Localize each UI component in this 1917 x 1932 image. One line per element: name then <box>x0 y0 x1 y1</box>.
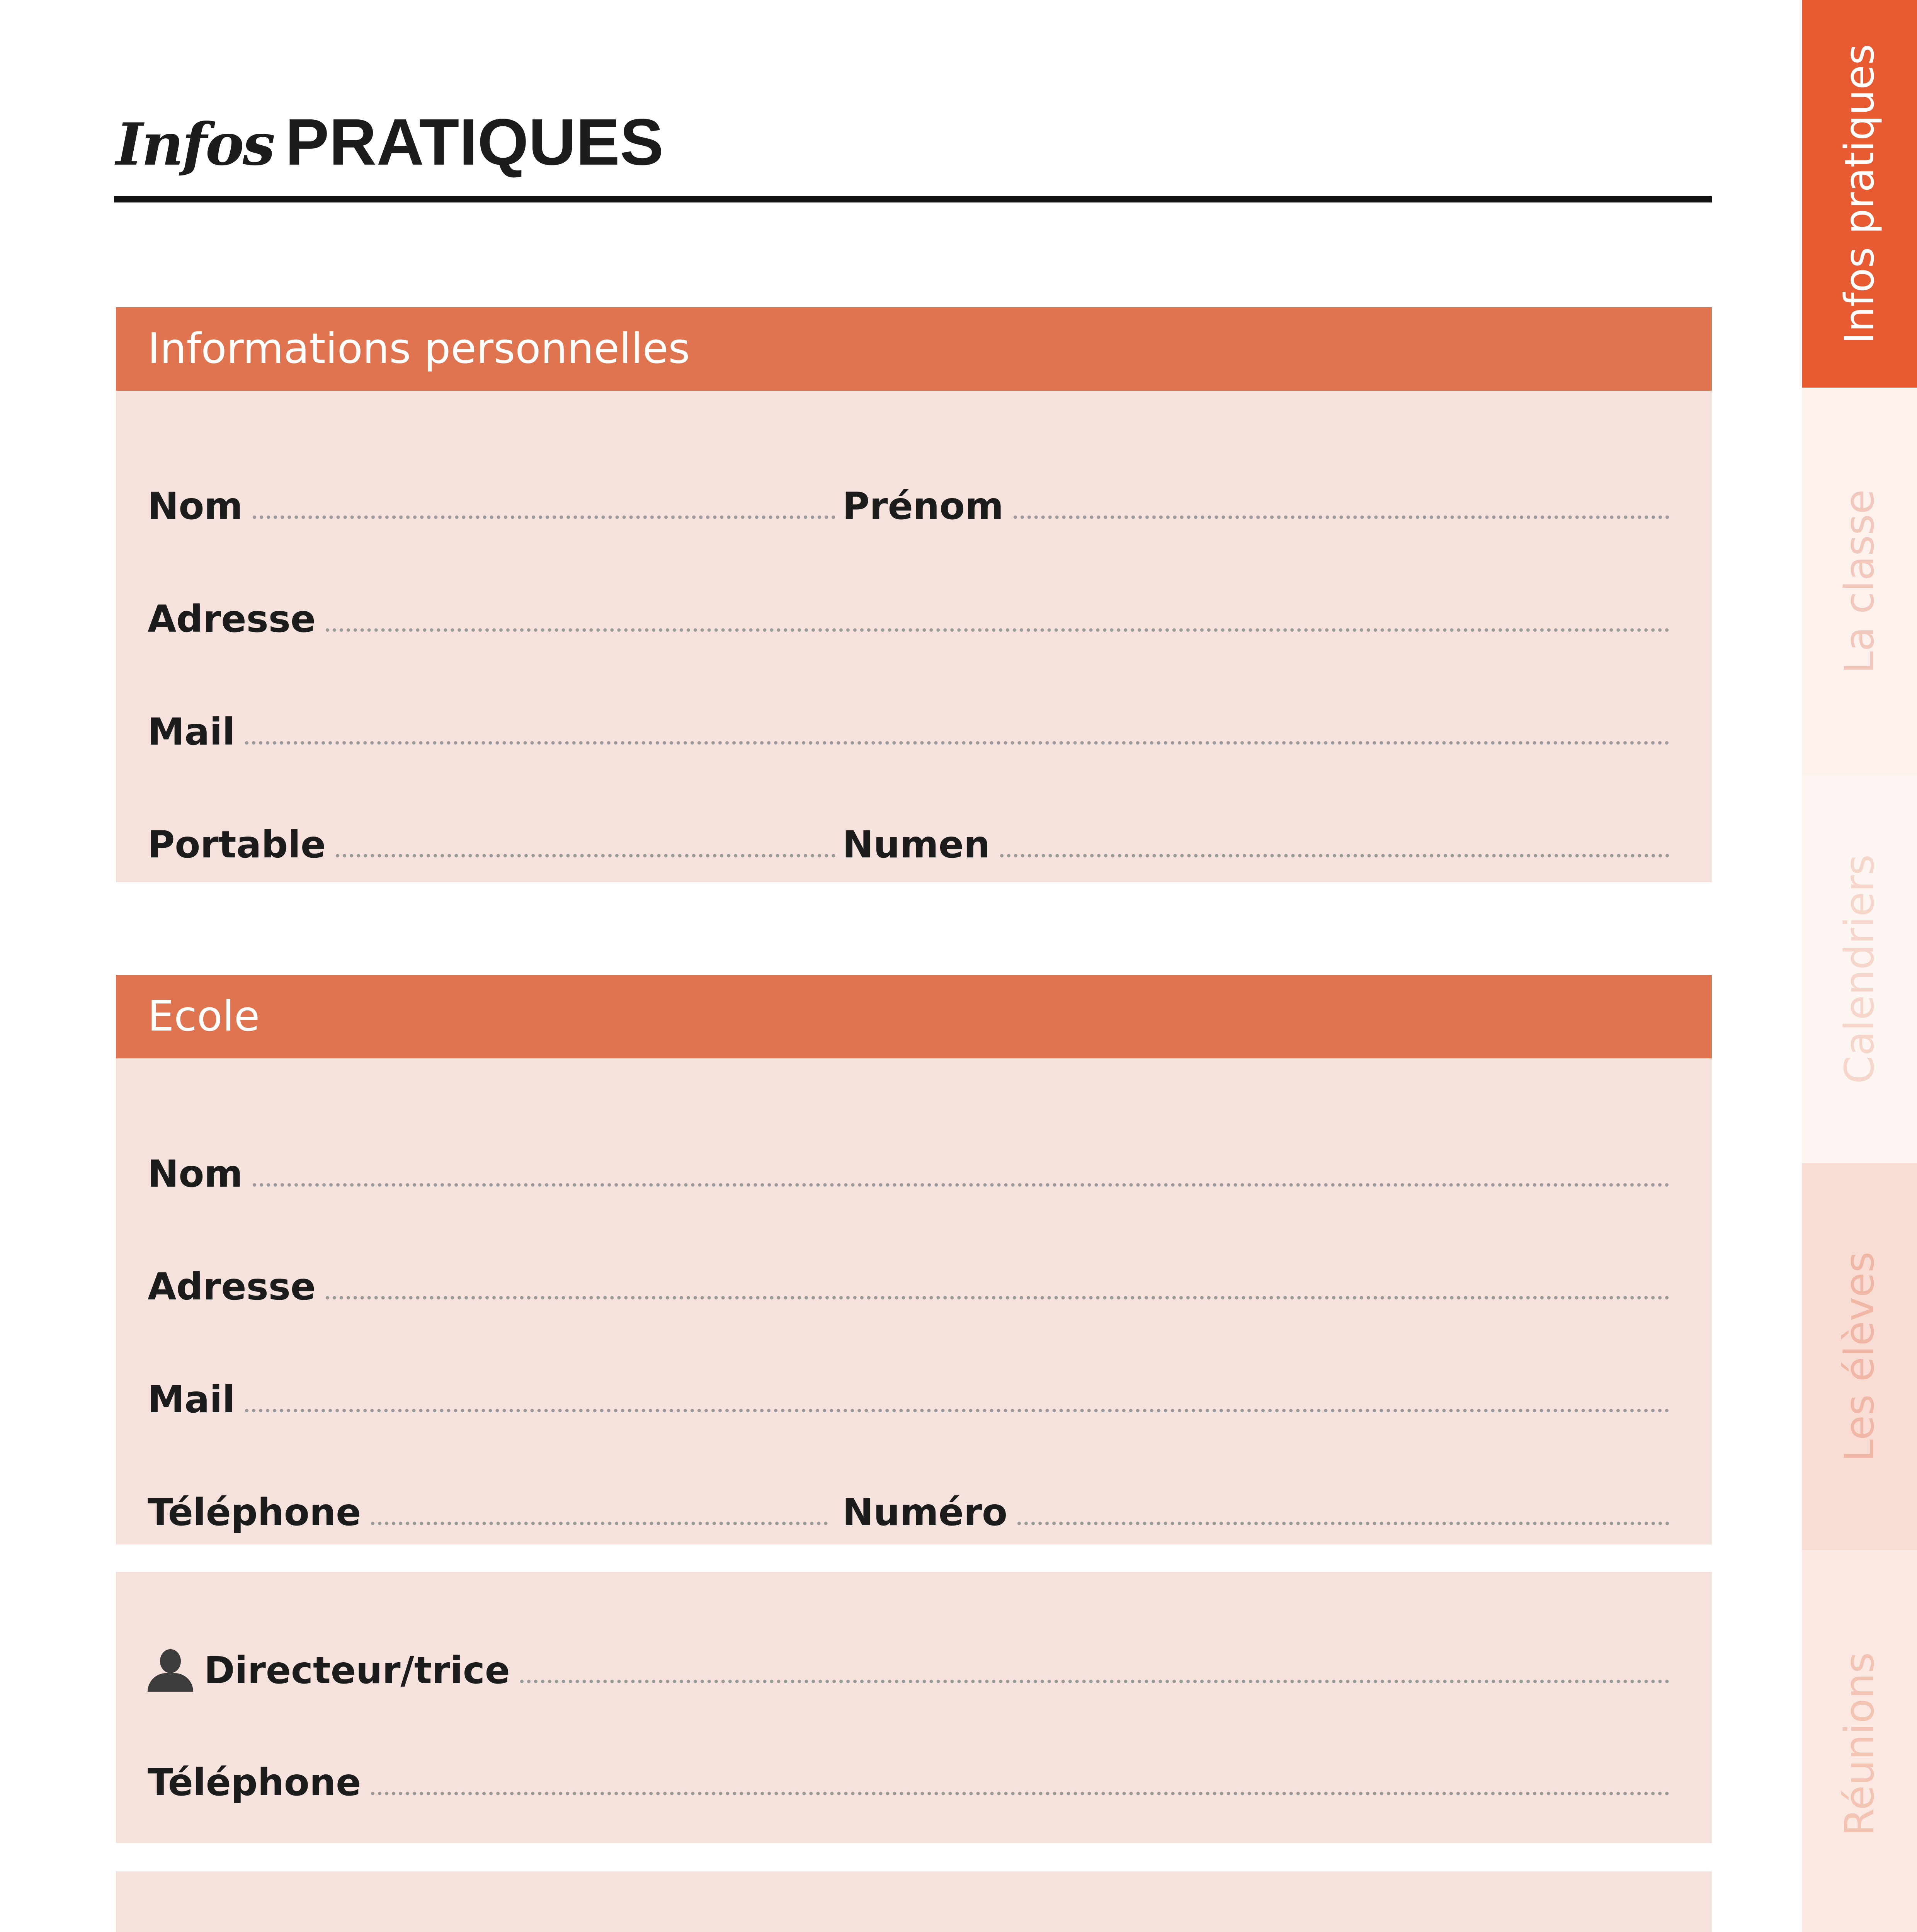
field-line <box>520 1680 1669 1683</box>
personal-numen-field[interactable] <box>842 808 1669 866</box>
school-telephone-field[interactable] <box>148 1476 828 1534</box>
tab-calendriers[interactable] <box>1802 775 1917 1163</box>
tab-label: Infos pratiques <box>1836 44 1883 344</box>
school-adresse-field[interactable] <box>148 1250 1669 1308</box>
field-line <box>371 1522 828 1525</box>
school-numero-field[interactable] <box>842 1476 1669 1534</box>
field-line <box>1017 1522 1669 1525</box>
personal-nom-field[interactable] <box>148 469 835 527</box>
field-line <box>253 515 835 519</box>
schedule-panel <box>116 1871 1712 1932</box>
director-label <box>148 1649 510 1692</box>
tab-label: Réunions <box>1836 1652 1883 1836</box>
schedule-title <box>155 1925 1676 1932</box>
field-line <box>245 741 1669 745</box>
page-title-script: Infos <box>116 111 274 179</box>
director-field[interactable] <box>148 1634 1669 1692</box>
personal-mail-field[interactable] <box>148 695 1669 753</box>
personal-portable-field[interactable] <box>148 808 835 866</box>
field-line <box>326 1296 1669 1299</box>
school-mail-label: Mail <box>148 1378 235 1421</box>
tab-label: La classe <box>1836 489 1883 673</box>
field-line <box>253 1183 1669 1187</box>
school-panel <box>116 975 1712 1544</box>
personal-adresse-label: Adresse <box>148 597 316 641</box>
school-nom-field[interactable] <box>148 1137 1669 1195</box>
person-icon <box>148 1649 193 1692</box>
personal-adresse-field[interactable] <box>148 582 1669 640</box>
director-label-text: Directeur/trice <box>204 1649 510 1692</box>
school-adresse-label: Adresse <box>148 1265 316 1308</box>
tab-label: Calendriers <box>1836 854 1883 1084</box>
personal-prenom-field[interactable] <box>842 469 1669 527</box>
school-header: Ecole <box>116 975 1712 1058</box>
director-panel <box>116 1572 1712 1843</box>
personal-prenom-label: Prénom <box>842 485 1004 528</box>
tab-infos-pratiques[interactable] <box>1802 0 1917 388</box>
personal-info-header: Informations personnelles <box>116 307 1712 391</box>
page-title <box>116 104 664 179</box>
school-telephone-label: Téléphone <box>148 1491 361 1534</box>
personal-mail-label: Mail <box>148 710 235 753</box>
field-line <box>1014 515 1669 519</box>
school-mail-field[interactable] <box>148 1363 1669 1421</box>
tab-reunions[interactable] <box>1802 1550 1917 1932</box>
school-nom-label: Nom <box>148 1152 243 1196</box>
school-numero-label: Numéro <box>842 1491 1008 1534</box>
personal-nom-label: Nom <box>148 485 243 528</box>
field-line <box>336 854 835 857</box>
field-line <box>326 628 1669 632</box>
tab-la-classe[interactable] <box>1802 388 1917 775</box>
tab-label: Les élèves <box>1836 1251 1883 1462</box>
field-line <box>371 1792 1669 1795</box>
personal-portable-label: Portable <box>148 823 326 866</box>
director-telephone-field[interactable] <box>148 1746 1669 1804</box>
personal-info-panel <box>116 307 1712 882</box>
field-line <box>245 1409 1669 1412</box>
title-underline <box>114 196 1712 202</box>
personal-numen-label: Numen <box>842 823 990 866</box>
tab-les-eleves[interactable] <box>1802 1163 1917 1550</box>
director-telephone-label: Téléphone <box>148 1761 361 1804</box>
page-title-main: PRATIQUES <box>285 105 664 179</box>
field-line <box>1000 854 1669 857</box>
